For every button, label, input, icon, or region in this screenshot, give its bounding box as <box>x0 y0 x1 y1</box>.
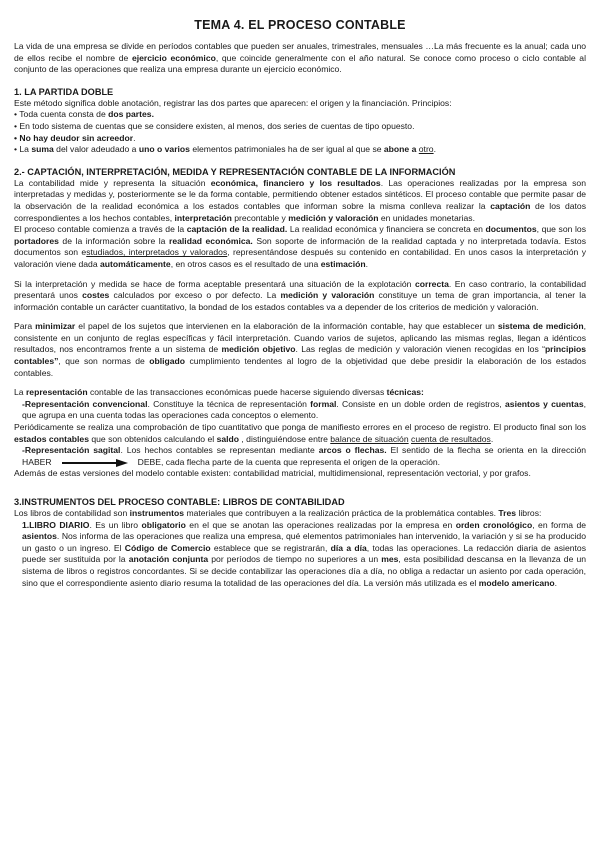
underlined-text: balance de situación <box>330 433 409 444</box>
section-instrumentos <box>14 496 586 589</box>
underlined-text: cuenta de resultados <box>411 433 491 444</box>
section-intro: Este método significa doble anotación, registrar las dos partes que aparecen: el origen y la financiación. Principios: <box>14 97 452 108</box>
text: El proceso contable comienza a través de la <box>14 224 187 235</box>
bold-text: arcos o flechas. <box>318 445 387 456</box>
text: • La <box>14 144 32 155</box>
paragraph <box>14 445 586 468</box>
bold-text: costes <box>82 290 110 301</box>
paragraph <box>14 399 586 422</box>
text: libros: <box>516 508 542 518</box>
paragraph <box>14 520 586 590</box>
text: . Los hechos contables se representan mediante <box>120 445 319 456</box>
text: La contabilidad mide y representa la situación <box>14 177 211 188</box>
bold-text: económica, financiero y los resultados <box>210 177 381 188</box>
text: precontable y <box>231 212 289 223</box>
text: , en forma de <box>532 519 587 530</box>
text: La <box>14 387 26 398</box>
bold-text: documentos <box>485 224 537 235</box>
page-title: TEMA 4. EL PROCESO CONTABLE <box>194 18 406 32</box>
list-item <box>14 144 586 156</box>
bold-text: -Representación sagital <box>22 445 121 456</box>
paragraph <box>14 279 586 314</box>
bold-text: automáticamente <box>100 258 171 269</box>
bold-text: medición y valoración <box>280 290 375 301</box>
bold-text: realidad económica. <box>169 235 253 246</box>
text: , que son normas de <box>58 356 150 367</box>
bold-text: medición y valoración <box>288 212 379 223</box>
bold-text: técnicas: <box>386 387 424 398</box>
text: . <box>133 132 136 143</box>
paragraph: Además de estas versiones del modelo contable existen: contabilidad matricial, multidimensional, representación vectorial, y por grafos. <box>14 468 531 479</box>
text: . En caso contrario, la contabilidad presentará unos <box>14 278 586 301</box>
bold-text: minimizar <box>35 321 76 332</box>
text: . <box>365 258 368 269</box>
text: Son soporte de información de la realidad captada y no interpretada todavía. Estos documentos son e <box>14 235 587 258</box>
underlined-text: studiados, interpretados y valorados <box>86 247 228 258</box>
bold-text: formal <box>310 398 337 409</box>
bold-text: -Representación convencional <box>22 398 148 409</box>
text: Los libros de contabilidad son <box>14 508 130 518</box>
text: cumplimiento tendentes al logro de la objetividad que debe presidir la elaboración de los estados contables. <box>14 356 586 378</box>
text: , que son los <box>536 224 586 235</box>
text: . Nos informa de las operaciones que realiza una empresa, qué elementos patrimoniales han intervenido, la variación y si se ha producido un gasto o un ingreso. El <box>22 531 586 553</box>
text: , todas las operaciones. La redacción diaria de asientos puede ser sustituida por la <box>22 542 586 565</box>
list-item <box>14 133 586 145</box>
bold-text: obligatorio <box>141 519 186 530</box>
bold-text: correcta <box>414 278 449 289</box>
bold-text: representación <box>25 387 88 398</box>
text: , distinguiéndose entre <box>239 433 331 444</box>
text: Para <box>14 321 36 332</box>
text: que son obtenidos calculando el <box>88 433 217 444</box>
text: . <box>554 577 558 588</box>
text: contable de las transacciones económicas puede hacerse siguiendo diversas <box>87 387 387 398</box>
bold-text: Tres <box>498 508 517 518</box>
list-item: • En todo sistema de cuentas que se considere existen, al menos, dos series de cuentas de tipo opuesto. <box>14 120 415 131</box>
paragraph <box>14 387 586 399</box>
paragraph <box>14 321 586 379</box>
text: . <box>490 433 494 444</box>
text: establece que se registrarán, <box>210 542 331 553</box>
list-item <box>14 109 586 121</box>
text: materiales que contribuyen a la realización práctica de la problemática contables. <box>184 508 499 518</box>
text: en el que se anotan las operaciones realizadas por la empresa en <box>185 519 456 530</box>
text: Si la interpretación y medida se hace de forma aceptable presentará una situación de la explotación <box>14 278 415 289</box>
text: calculados por exceso o por defecto. La <box>109 290 281 301</box>
paragraph <box>14 178 586 224</box>
text: . Las operaciones realizadas por la empresa son interpretadas y medidas y, posteriormente se le da forma contable, permitiendo obtener estados sintéticos. El proceso contable que permite pasar de la observación de la realidad económica a los estados contables que informan sobre la misma conlleva realizar la <box>14 177 586 211</box>
bold-text: dos partes. <box>108 109 154 120</box>
section-partida-doble <box>14 86 586 156</box>
text: . <box>433 144 436 155</box>
text: • Toda cuenta consta de <box>14 109 109 120</box>
bold-text: medición objetivo <box>221 344 296 355</box>
bold-text: día a día <box>330 542 367 553</box>
bold-text: • No hay deudor sin acreedor <box>14 132 134 143</box>
bold-text: modelo americano <box>478 577 555 588</box>
text: DEBE, cada flecha parte de la cuenta que representa el origen de la operación. <box>137 456 441 467</box>
text: por períodos de tiempo no superiores a un <box>208 554 382 565</box>
bold-text: Código de Comercio <box>124 542 211 553</box>
bold-text: obligado <box>149 356 186 367</box>
text: . Es un libro <box>89 519 142 530</box>
bold-text: anotación conjunta <box>128 554 209 565</box>
section-heading: 3.INSTRUMENTOS DEL PROCESO CONTABLE: LIBROS DE CONTABILIDAD <box>14 497 345 507</box>
text: , consistente en un conjunto de reglas específicas y fácil interpretación. Cuando varios de sujetos, aplicando las mismas reglas, llegan a idénticos resultados, nos encontramos frente a un sistema de <box>14 321 586 355</box>
text: en unidades monetarias. <box>378 212 475 223</box>
bold-text: 1.LIBRO DIARIO <box>22 519 90 530</box>
bold-text: principios contables” <box>14 344 587 367</box>
text: , esta posibilidad descansa en la llevanza de un sistema de libros o registros concordantes. Si se decide contabilizar las operaciones día a día, no obliga a redactar un asiento por cada operación, sino que el correspondiente asiento diario resuma la totalidad de las operaciones del día. La versión más utilizada es el <box>22 554 586 588</box>
text: , que agrupa en una cuenta todas las operaciones cada conceptos o elemento. <box>22 398 586 421</box>
bold-text: uno o varios <box>138 144 190 155</box>
text: . Las reglas de medición y valoración vienen recogidas en los “ <box>295 344 545 355</box>
bold-text: captación <box>490 200 531 211</box>
bold-text: saldo <box>216 433 240 444</box>
paragraph <box>14 224 586 270</box>
text: de la información sobre la <box>58 235 170 246</box>
bold-text: instrumentos <box>129 508 185 518</box>
text: . Constituye la técnica de representación <box>147 398 311 409</box>
section-captacion <box>14 166 586 480</box>
bold-text: asientos y cuentas <box>505 398 584 409</box>
bold-text: mes <box>381 554 399 565</box>
text: Periódicamente se realiza una comprobación de tipo cuantitativo que ponga de manifiesto errores en el proceso de registro. El producto final son los <box>14 422 586 433</box>
text: de los datos correspondientes a los hechos contables, <box>14 200 586 223</box>
text: El sentido de la flecha se orienta en la dirección HABER <box>22 445 587 467</box>
text: . Consiste en un doble orden de registros, <box>336 398 506 409</box>
bold-text: captación de la realidad. <box>186 224 288 235</box>
text: constituye un tema de gran importancia, al tener la información contable un carácter cuantitativo, la bondad de los estados contables va a depender de los criterios de medición y valoración. <box>14 290 586 312</box>
paragraph <box>14 508 586 520</box>
bold-text: abone a <box>383 144 417 155</box>
text: , en otros casos es el resultado de una <box>170 258 321 269</box>
section-heading: 2.- CAPTACIÓN, INTERPRETACIÓN, MEDIDA Y REPRESENTACIÓN CONTABLE DE LA INFORMACIÓN <box>14 166 456 177</box>
bold-text: suma <box>31 144 54 155</box>
text: La realidad económica y financiera se concreta en <box>287 224 486 235</box>
bold-text: portadores <box>14 235 59 246</box>
bold-text: interpretación <box>174 212 232 223</box>
right-arrow-icon <box>62 459 128 467</box>
text: el papel de los sujetos que intervienen en la elaboración de la información contable, hay que establecer un <box>75 321 498 332</box>
underlined-text: otro <box>418 144 434 155</box>
section-heading: 1. LA PARTIDA DOBLE <box>14 86 114 97</box>
bold-text: estimación <box>320 258 366 269</box>
paragraph <box>14 422 586 445</box>
text: del valor adeudado a <box>53 144 139 155</box>
text: La vida de una empresa se divide en períodos contables que pueden ser anuales, trimestrales, mensuales …La más frecuente es la anual; cada uno de ellos recibe el nombre de <box>14 41 586 63</box>
bold-text: estados contables <box>14 433 89 444</box>
intro-paragraph <box>14 41 586 76</box>
bold-text: orden cronológico <box>455 519 533 530</box>
bold-text: ejercicio económico <box>131 52 216 63</box>
text: elementos patrimoniales ha de ser igual al que se <box>189 144 384 155</box>
bold-text: sistema de medición <box>497 321 584 332</box>
text: , representándose después su contenido en contabilidad. En unos casos la interpretación y valoración viene dada <box>14 247 587 269</box>
bold-text: asientos <box>22 531 57 542</box>
text: , que coincide generalmente con el año natural. Se conoce como proceso o ciclo contable al conjunto de las operaciones que realiza una empresa durante un ejercicio económico. <box>14 52 586 75</box>
